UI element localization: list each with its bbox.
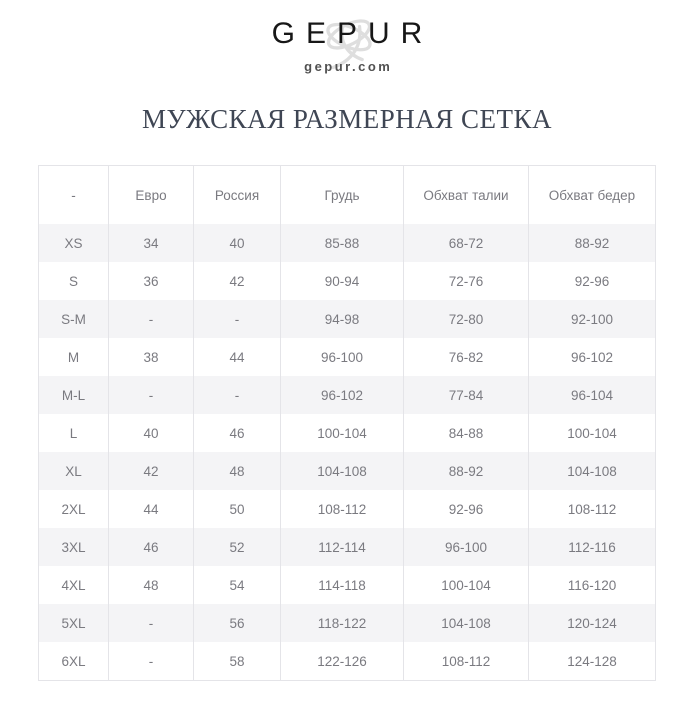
table-cell: 122-126 <box>281 642 404 681</box>
table-cell: 2XL <box>39 490 109 528</box>
table-row-5xl <box>39 604 656 642</box>
table-cell: - <box>109 642 194 681</box>
table-row-m <box>39 338 656 376</box>
table-cell: XS <box>39 224 109 262</box>
table-cell: 124-128 <box>529 642 656 681</box>
table-cell: 42 <box>109 452 194 490</box>
table-row-s-m <box>39 300 656 338</box>
table-cell: 54 <box>194 566 281 604</box>
column-header-russia: Россия <box>194 166 281 225</box>
column-header-chest: Грудь <box>281 166 404 225</box>
table-cell: 96-102 <box>529 338 656 376</box>
table-cell: 104-108 <box>281 452 404 490</box>
table-cell: 72-80 <box>404 300 529 338</box>
column-header-euro: Евро <box>109 166 194 225</box>
table-cell: 88-92 <box>529 224 656 262</box>
table-cell: 104-108 <box>404 604 529 642</box>
table-cell: 100-104 <box>529 414 656 452</box>
table-cell: 120-124 <box>529 604 656 642</box>
table-cell: - <box>109 376 194 414</box>
size-table-head <box>39 166 656 225</box>
table-cell: 114-118 <box>281 566 404 604</box>
column-header-size: - <box>39 166 109 225</box>
table-cell: 34 <box>109 224 194 262</box>
table-row-l <box>39 414 656 452</box>
table-cell: 94-98 <box>281 300 404 338</box>
table-cell: 6XL <box>39 642 109 681</box>
header-row <box>39 166 656 225</box>
table-cell: M <box>39 338 109 376</box>
table-cell: 68-72 <box>404 224 529 262</box>
table-cell: 48 <box>109 566 194 604</box>
table-cell: S-M <box>39 300 109 338</box>
table-cell: 38 <box>109 338 194 376</box>
table-cell: 112-116 <box>529 528 656 566</box>
table-cell: 90-94 <box>281 262 404 300</box>
table-cell: 44 <box>194 338 281 376</box>
logo <box>261 14 434 75</box>
size-table-body <box>39 224 656 681</box>
logo-header <box>0 0 694 76</box>
table-cell: 52 <box>194 528 281 566</box>
table-cell: 50 <box>194 490 281 528</box>
table-cell: 108-112 <box>404 642 529 681</box>
table-cell: 84-88 <box>404 414 529 452</box>
table-row-4xl <box>39 566 656 604</box>
table-cell: 46 <box>109 528 194 566</box>
table-cell: 56 <box>194 604 281 642</box>
table-cell: 48 <box>194 452 281 490</box>
table-row-xl <box>39 452 656 490</box>
table-cell: 40 <box>109 414 194 452</box>
size-table <box>38 165 656 681</box>
table-cell: 104-108 <box>529 452 656 490</box>
table-cell: - <box>109 604 194 642</box>
table-cell: 77-84 <box>404 376 529 414</box>
column-header-waist: Обхват талии <box>404 166 529 225</box>
table-cell: 108-112 <box>529 490 656 528</box>
table-cell: 72-76 <box>404 262 529 300</box>
table-cell: 96-100 <box>281 338 404 376</box>
table-cell: 42 <box>194 262 281 300</box>
table-cell: 44 <box>109 490 194 528</box>
brand-name: GEPUR <box>271 17 434 50</box>
table-row-3xl <box>39 528 656 566</box>
table-cell: 58 <box>194 642 281 681</box>
table-cell: 46 <box>194 414 281 452</box>
table-cell: 108-112 <box>281 490 404 528</box>
table-row-s <box>39 262 656 300</box>
brand-domain: gepur.com <box>304 59 393 74</box>
table-row-2xl <box>39 490 656 528</box>
table-row-m-l <box>39 376 656 414</box>
table-cell: - <box>194 376 281 414</box>
table-cell: L <box>39 414 109 452</box>
table-cell: - <box>194 300 281 338</box>
table-cell: 36 <box>109 262 194 300</box>
table-row-xs <box>39 224 656 262</box>
table-cell: 92-96 <box>404 490 529 528</box>
table-cell: 100-104 <box>404 566 529 604</box>
table-cell: M-L <box>39 376 109 414</box>
page-title: МУЖСКАЯ РАЗМЕРНАЯ СЕТКА <box>141 104 553 134</box>
table-cell: 85-88 <box>281 224 404 262</box>
table-cell: 4XL <box>39 566 109 604</box>
table-cell: XL <box>39 452 109 490</box>
table-cell: 96-102 <box>281 376 404 414</box>
table-cell: 92-96 <box>529 262 656 300</box>
table-cell: 100-104 <box>281 414 404 452</box>
table-cell: 96-104 <box>529 376 656 414</box>
table-cell: 96-100 <box>404 528 529 566</box>
table-cell: S <box>39 262 109 300</box>
table-cell: 88-92 <box>404 452 529 490</box>
table-cell: 118-122 <box>281 604 404 642</box>
table-cell: 92-100 <box>529 300 656 338</box>
table-cell: 3XL <box>39 528 109 566</box>
table-cell: 76-82 <box>404 338 529 376</box>
table-cell: 112-114 <box>281 528 404 566</box>
table-cell: - <box>109 300 194 338</box>
table-row-6xl <box>39 642 656 681</box>
table-cell: 116-120 <box>529 566 656 604</box>
table-cell: 5XL <box>39 604 109 642</box>
table-cell: 40 <box>194 224 281 262</box>
column-header-hips: Обхват бедер <box>529 166 656 225</box>
